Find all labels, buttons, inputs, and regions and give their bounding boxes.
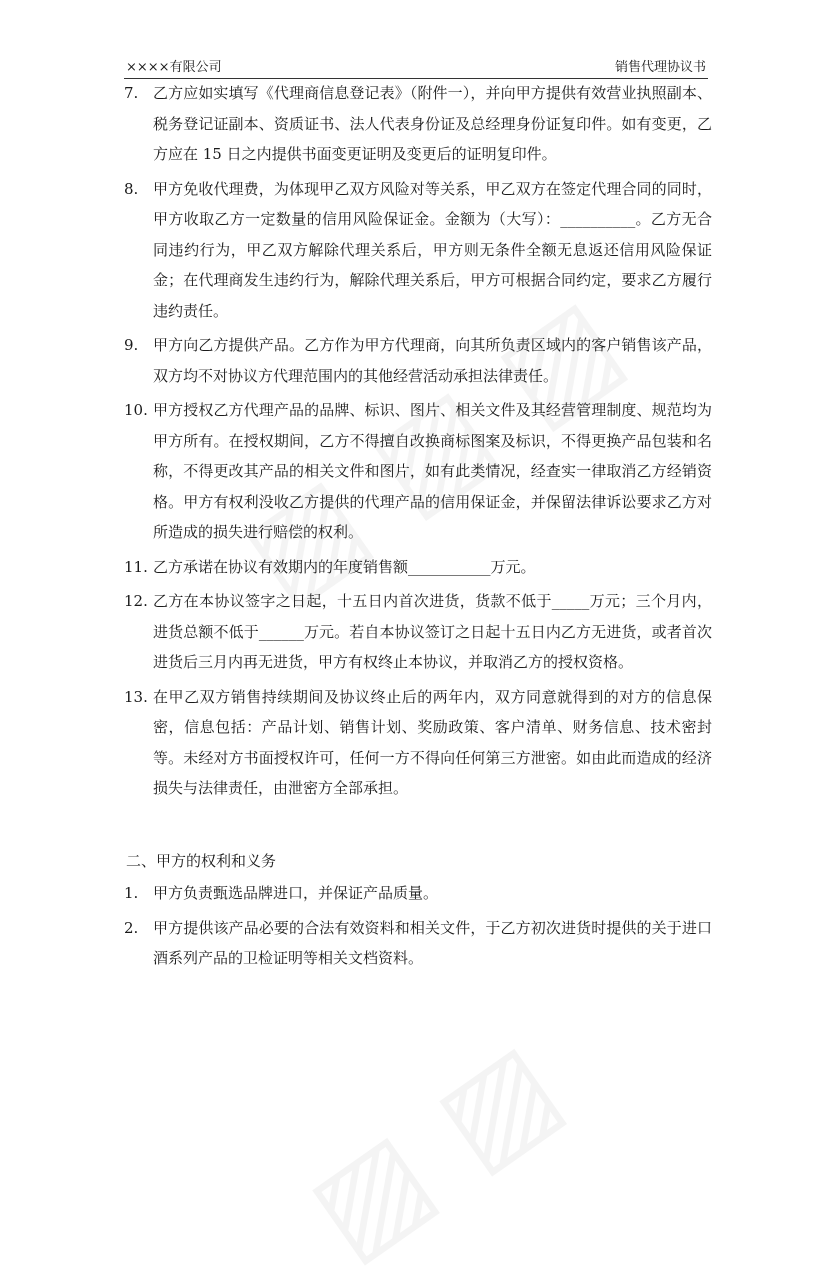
clause-number: 10. [124,401,148,419]
clause-text: 乙方承诺在协议有效期内的年度销售额___________万元。 [153,557,536,576]
section-title: 二、甲方的权利和义务 [126,851,277,870]
clause-13 [124,682,712,804]
clause-number: 11. [124,557,148,576]
clause-number: 12. [124,592,148,610]
clause-11 [124,552,712,583]
clause-number: 2. [124,918,139,937]
watermark [284,1016,584,1283]
clause-10 [124,395,712,548]
section2-clause-1 [124,878,712,909]
clause-number: 8. [124,179,139,198]
clause-text: 甲方向乙方提供产品。乙方作为甲方代理商，向其所负责区域内的客户销售该产品，双方均不对协议方代理范围内的其他经营活动承担法律责任。 [153,336,712,385]
header-company: ××××有限公司 [126,60,222,75]
clause-text: 甲方授权乙方代理产品的品牌、标识、图片、相关文件及其经营管理制度、规范均为甲方所有。在授权期间，乙方不得擅自改换商标图案及标识，不得更换产品包装和名称，不得更改其产品的相关文件和图片，如有此类情况，经查实一律取消乙方经销资格。甲方有权利没收乙方提供的代理产品的信用保证金，并保留法律诉讼要求乙方对所造成的损失进行赔偿的权利。 [153,401,712,541]
clause-9 [124,330,712,391]
page-header [124,58,708,79]
clause-text: 乙方在本协议签字之日起，十五日内首次进货，货款不低于_____万元；三个月内，进货总额不低于______万元。若自本协议签订之日起十五日内乙方无进货，或者首次进货后三月内再无进货，甲方有权终止本协议，并取消乙方的授权资格。 [153,592,712,671]
clause-text: 甲方负责甄选品牌进口，并保证产品质量。 [153,884,439,902]
document-body [124,78,712,974]
clause-text: 甲方免收代理费，为体现甲乙双方风险对等关系，甲乙双方在签定代理合同的同时，甲方收取乙方一定数量的信用风险保证金。金额为（大写）：__________。乙方无合同违约行为，甲乙双方解除代理关系后，甲方则无条件全额无息返还信用风险保证金；在代理商发生违约行为，解除代理关系后，甲方可根据合同约定，要求乙方履行违约责任。 [153,179,712,320]
clause-number: 1. [124,884,139,902]
clause-text: 乙方应如实填写《代理商信息登记表》（附件一），并向甲方提供有效营业执照副本、税务登记证副本、资质证书、法人代表身份证及总经理身份证复印件。如有变更，乙方应在 15 日之内提供书面变更证明及变更后的证明复印件。 [153,84,712,163]
clause-text: 甲方提供该产品必要的合法有效资料和相关文件，于乙方初次进货时提供的关于进口酒系列产品的卫检证明等相关文档资料。 [153,918,712,967]
section2-clause-2 [124,913,712,974]
clause-7 [124,78,712,170]
clause-12 [124,586,712,678]
header-doc-title: 销售代理协议书 [614,60,706,75]
clause-number: 13. [124,687,148,706]
clause-number: 9. [124,336,139,354]
clause-8 [124,174,712,327]
clause-text: 在甲乙双方销售持续期间及协议终止后的两年内，双方同意就得到的对方的信息保密，信息包括：产品计划、销售计划、奖励政策、客户清单、财务信息、技术密封等。未经对方书面授权许可，任何一方不得向任何第三方泄密。如由此而造成的经济损失与法律责任，由泄密方全部承担。 [153,687,712,797]
clause-number: 7. [124,84,139,102]
